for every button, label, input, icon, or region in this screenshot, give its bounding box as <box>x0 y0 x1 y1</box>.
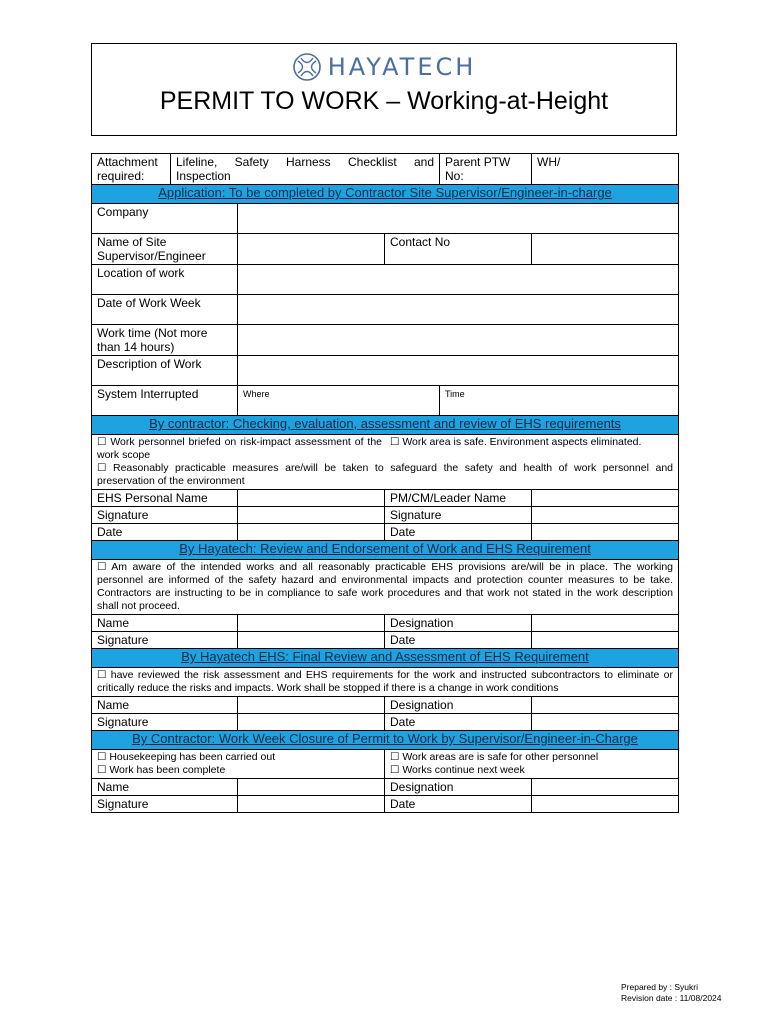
closure-name-field[interactable] <box>238 779 385 796</box>
site-supervisor-field[interactable] <box>238 234 385 265</box>
checkbox-ehs-review[interactable]: ☐ have reviewed the risk assessment and EHS requirements for the work and instructed subcontractors to eliminate or critically reduce the risks and impacts. Work shall be stopped if there is a change in work conditions <box>92 668 679 697</box>
prepared-by: Prepared by : Syukri <box>621 982 699 992</box>
date-week-label: Date of Work Week <box>92 295 238 325</box>
ehs-designation-field[interactable] <box>532 697 679 714</box>
hayatech-designation-field[interactable] <box>532 615 679 632</box>
hayatech-signature-label: Signature <box>92 632 238 649</box>
system-interrupted-label: System Interrupted <box>92 386 238 416</box>
closure-name-label: Name <box>92 779 238 796</box>
checkbox-briefed[interactable]: ☐ Work personnel briefed on risk-impact assessment of the work scope <box>97 436 382 461</box>
ehs-signature-label: Signature <box>92 714 238 731</box>
contractor-date-label: Date <box>92 524 238 541</box>
parent-ptw-field[interactable]: WH/ <box>532 154 679 185</box>
ehs-personal-name-label: EHS Personal Name <box>92 490 238 507</box>
contractor-signature-field[interactable] <box>238 507 385 524</box>
where-field[interactable]: Where <box>238 386 440 416</box>
work-time-field[interactable] <box>238 325 679 356</box>
checkbox-work-complete[interactable]: ☐ Work has been complete <box>97 764 226 776</box>
section-heading-contractor: By contractor: Checking, evaluation, assessment and review of EHS requirements <box>92 416 679 435</box>
site-supervisor-label: Name of Site Supervisor/Engineer <box>92 234 238 265</box>
hayatech-date-field[interactable] <box>532 632 679 649</box>
parent-ptw-label: Parent PTW No: <box>440 154 532 185</box>
contractor-date-field[interactable] <box>238 524 385 541</box>
description-field[interactable] <box>238 356 679 386</box>
attachment-value: Lifeline, Safety Harness Checklist and Inspection <box>171 154 440 185</box>
ehs-signature-field[interactable] <box>238 714 385 731</box>
document-header <box>91 43 677 136</box>
section-heading-application: Application: To be completed by Contractor Site Supervisor/Engineer-in-charge <box>92 185 679 204</box>
company-field[interactable] <box>238 204 679 234</box>
date-week-field[interactable] <box>238 295 679 325</box>
contractor-checklist <box>92 435 679 490</box>
closure-checklist-left <box>92 750 385 779</box>
logo-text: HAYATECH <box>327 53 477 81</box>
revision-date: Revision date : 11/08/2024 <box>621 993 722 1003</box>
work-time-label: Work time (Not more than 14 hours) <box>92 325 238 356</box>
closure-signature-label: Signature <box>92 796 238 813</box>
leader-date-label: Date <box>385 524 532 541</box>
time-field[interactable]: Time <box>440 386 679 416</box>
checkbox-hayatech-endorsement[interactable]: ☐ Am aware of the intended works and all reasonably practicable EHS provisions are/will be in place. The working personnel are informed of the safety hazard and environmental impacts and protection counter measures to be take. Contractors are instructing to be in compliance to safe work procedures and that work not stated in the work description shall not proceed. <box>92 560 679 615</box>
contact-no-label: Contact No <box>385 234 532 265</box>
location-label: Location of work <box>92 265 238 295</box>
hayatech-name-label: Name <box>92 615 238 632</box>
ehs-date-field[interactable] <box>532 714 679 731</box>
ehs-name-field[interactable] <box>238 697 385 714</box>
hayatech-signature-field[interactable] <box>238 632 385 649</box>
checkbox-area-safe[interactable]: ☐ Work area is safe. Environment aspects eliminated. <box>390 436 642 448</box>
closure-designation-label: Designation <box>385 779 532 796</box>
contact-no-field[interactable] <box>532 234 679 265</box>
closure-date-label: Date <box>385 796 532 813</box>
permit-form-table <box>91 153 679 813</box>
ehs-designation-label: Designation <box>385 697 532 714</box>
leader-signature-label: Signature <box>385 507 532 524</box>
checkbox-areas-safe[interactable]: ☐ Work areas are is safe for other personnel <box>390 751 599 763</box>
hayatech-date-label: Date <box>385 632 532 649</box>
document-footer <box>621 982 722 1004</box>
ehs-date-label: Date <box>385 714 532 731</box>
section-heading-ehs: By Hayatech EHS: Final Review and Assessment of EHS Requirement <box>92 649 679 668</box>
closure-checklist-right <box>385 750 679 779</box>
section-heading-closure: By Contractor: Work Week Closure of Permit to Work by Supervisor/Engineer-in-Charge <box>92 731 679 750</box>
leader-date-field[interactable] <box>532 524 679 541</box>
checkbox-continue-next-week[interactable]: ☐ Works continue next week <box>390 764 525 776</box>
hayatech-name-field[interactable] <box>238 615 385 632</box>
closure-date-field[interactable] <box>532 796 679 813</box>
hayatech-logo-icon <box>292 52 322 82</box>
company-logo <box>92 52 676 82</box>
checkbox-housekeeping[interactable]: ☐ Housekeeping has been carried out <box>97 751 276 763</box>
pm-leader-name-field[interactable] <box>532 490 679 507</box>
section-heading-hayatech: By Hayatech: Review and Endorsement of Work and EHS Requirement <box>92 541 679 560</box>
ehs-name-label: Name <box>92 697 238 714</box>
checkbox-measures[interactable]: ☐ Reasonably practicable measures are/will be taken to safeguard the safety and health of work personnel and preservation of the environment <box>97 462 674 487</box>
attachment-label: Attachment required: <box>92 154 171 185</box>
pm-leader-name-label: PM/CM/Leader Name <box>385 490 532 507</box>
ehs-personal-name-field[interactable] <box>238 490 385 507</box>
location-field[interactable] <box>238 265 679 295</box>
description-label: Description of Work <box>92 356 238 386</box>
closure-signature-field[interactable] <box>238 796 385 813</box>
contractor-signature-label: Signature <box>92 507 238 524</box>
company-label: Company <box>92 204 238 234</box>
hayatech-designation-label: Designation <box>385 615 532 632</box>
closure-designation-field[interactable] <box>532 779 679 796</box>
leader-signature-field[interactable] <box>532 507 679 524</box>
page-title: PERMIT TO WORK – Working-at-Height <box>159 87 609 115</box>
